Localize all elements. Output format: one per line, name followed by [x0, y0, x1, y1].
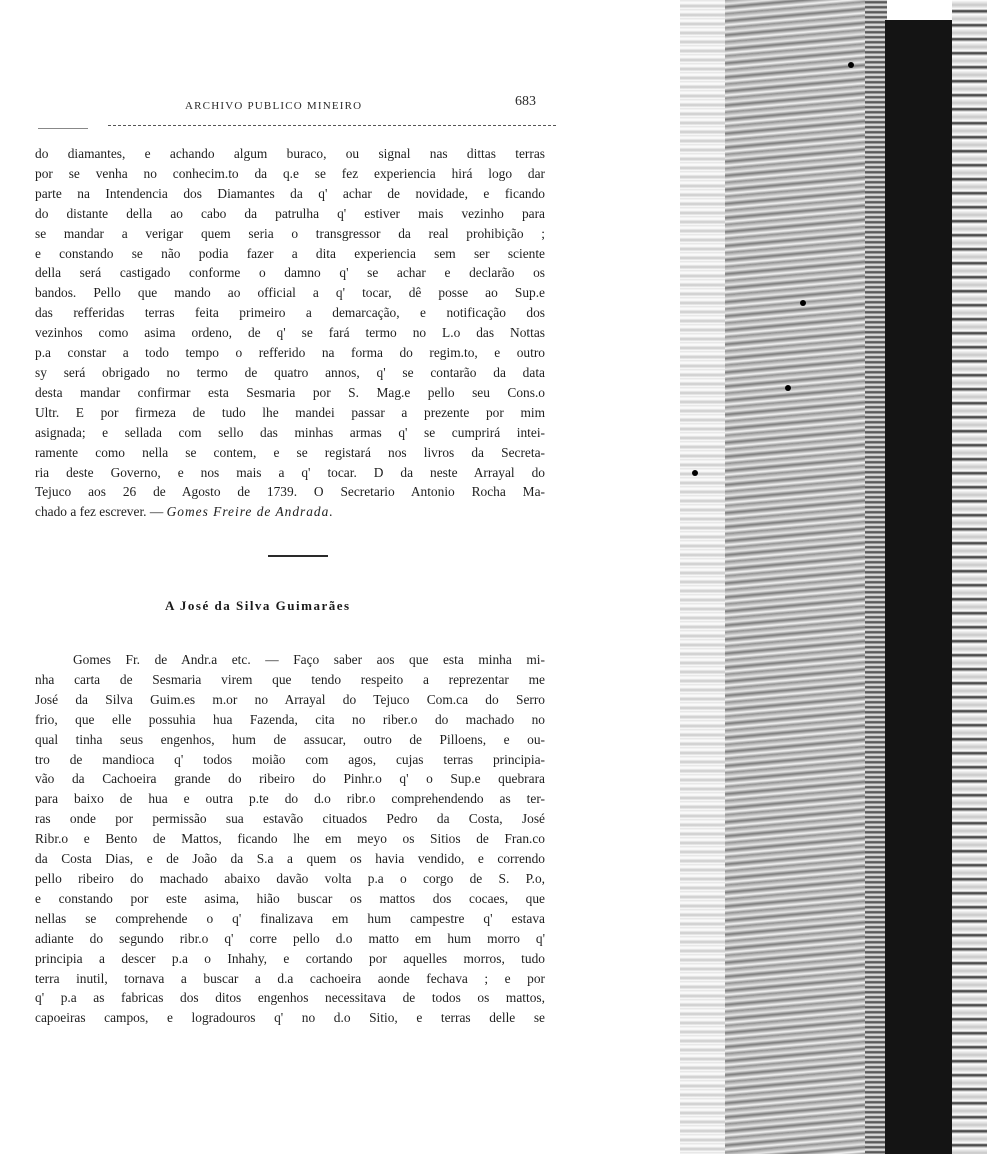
text-line: pello ribeiro do machado abaixo davão volta p.a o corgo de S. P.o,	[35, 870, 545, 886]
header-rule	[108, 125, 556, 126]
text-line: desta mandar confirmar esta Sesmaria por S. Mag.e pello seu Cons.o	[35, 384, 545, 400]
text-line: nellas se comprehende o q' finalizava em hum campestre q' estava	[35, 910, 545, 926]
section-title: A José da Silva Guimarães	[165, 598, 351, 613]
spine-edge-band	[952, 0, 987, 1154]
running-header: ARCHIVO PUBLICO MINEIRO	[185, 100, 363, 112]
text-line: nha carta de Sesmaria virem que tendo respeito a reprezentar me	[35, 671, 545, 687]
text-line: frio, que elle possuhia hua Fazenda, cita no riber.o do machado no	[35, 711, 545, 727]
text-line: bandos. Pello que mando ao official a q' tocar, dê posse ao Sup.e	[35, 285, 545, 301]
header-rule-left	[38, 128, 88, 129]
text-line: adiante do segundo ribr.o q' corre pello d.o matto em hum morro q'	[35, 930, 545, 946]
speck-mark	[800, 300, 806, 306]
text-line: Ribr.o e Bento de Mattos, ficando lhe em meyo os Sitios de Fran.co	[35, 831, 545, 847]
text-line: Ultr. E por firmeza de tudo lhe mandei passar a prezente por mim	[35, 404, 545, 420]
text-line: qual tinha seus engenhos, hum de assucar, outro de Pilloens, e ou-	[35, 731, 545, 747]
spine-shadow-band	[680, 0, 730, 1154]
section-separator	[268, 555, 328, 557]
text-line: ramente como nella se contem, e se registará nos livros da Secreta-	[35, 444, 545, 460]
text-line: vão da Cachoeira grande do ribeiro do Pinhr.o q' o Sup.e quebrara	[35, 771, 545, 787]
page-number: 683	[515, 94, 536, 109]
spine-texture-band	[725, 0, 865, 1154]
spine-dark-band	[885, 20, 955, 1154]
text-line: ria deste Governo, e nos mais a q' tocar. D da neste Arrayal do	[35, 464, 545, 480]
text-line: vezinhos como asima ordeno, de q' se fará termo no L.o das Nottas	[35, 325, 545, 341]
text-line: e constando se não podia fazer a dita experiencia sem ser sciente	[35, 245, 545, 261]
text-line: se mandar a verigar quem seria o transgressor da real prohibição ;	[35, 225, 545, 241]
text-line: parte na Intendencia dos Diamantes da q' achar de novidade, e ficando	[35, 185, 545, 201]
text-line: p.a constar a todo tempo o refferido na forma do regim.to, e outro	[35, 345, 545, 361]
speck-mark	[692, 470, 698, 476]
text-line: asignada; e sellada com sello das minhas armas q' se cumprirá intei-	[35, 424, 545, 440]
text-line: da Costa Dias, e de João da S.a a quem os havia vendido, e correndo	[35, 851, 545, 867]
paragraph-sesmaria	[35, 650, 545, 1028]
text-line: Tejuco aos 26 de Agosto de 1739. O Secretario Antonio Rocha Ma-	[35, 484, 545, 500]
text-line: José da Silva Guim.es m.or no Arrayal do Tejuco Com.ca do Serro	[35, 691, 545, 707]
text-line: Gomes Fr. de Andr.a etc. — Faço saber aos que esta minha mi-	[73, 652, 545, 667]
text-line: principia a descer p.a o Inhahy, e cortando por aquelles morros, tudo	[35, 950, 545, 966]
text-line: ras onde por permissão sua estavão cituados Pedro da Costa, José	[35, 811, 545, 827]
speck-mark	[785, 385, 791, 391]
text-line: della será castigado conforme o damno q' se achar e declarão os	[35, 265, 545, 281]
text-line: por se venha no conhecim.to da q.e se fez experiencia hirá logo dar	[35, 165, 545, 181]
speck-mark	[848, 62, 854, 68]
text-line: das refferidas terras feita primeiro a demarcação, e notificação dos	[35, 305, 545, 321]
text-line: q' p.a as fabricas dos ditos engenhos necessitava de todos os mattos,	[35, 990, 545, 1006]
text-line: capoeiras campos, e logradouros q' no d.o Sitio, e terras delle se	[35, 1010, 545, 1026]
text-line: chado a fez escrever. — Gomes Freire de Andrada.	[35, 504, 334, 520]
text-line: terra inutil, tornava a buscar a d.a cachoeira aonde fechava ; e por	[35, 970, 545, 986]
text-line: e constando por este asima, hião buscar os mattos dos cocaes, que	[35, 890, 545, 906]
paragraph-continuation	[35, 144, 545, 522]
signature: Gomes Freire de Andrada.	[166, 504, 334, 520]
text-line: tro de mandioca q' todos moião com agos, cujas terras principia-	[35, 751, 545, 767]
spine-gutter-band	[865, 0, 887, 1154]
text-line: sy será obrigado no termo de quatro annos, q' se contarão da data	[35, 364, 545, 380]
text-line: para baixo de hua e outra p.te do d.o ribr.o comprehendendo as ter-	[35, 791, 545, 807]
text-line: do diamantes, e achando algum buraco, ou signal nas dittas terras	[35, 146, 545, 161]
book-spine-edge	[680, 0, 987, 1154]
text-line: do distante della ao cabo da patrulha q' estiver mais vezinho para	[35, 205, 545, 221]
